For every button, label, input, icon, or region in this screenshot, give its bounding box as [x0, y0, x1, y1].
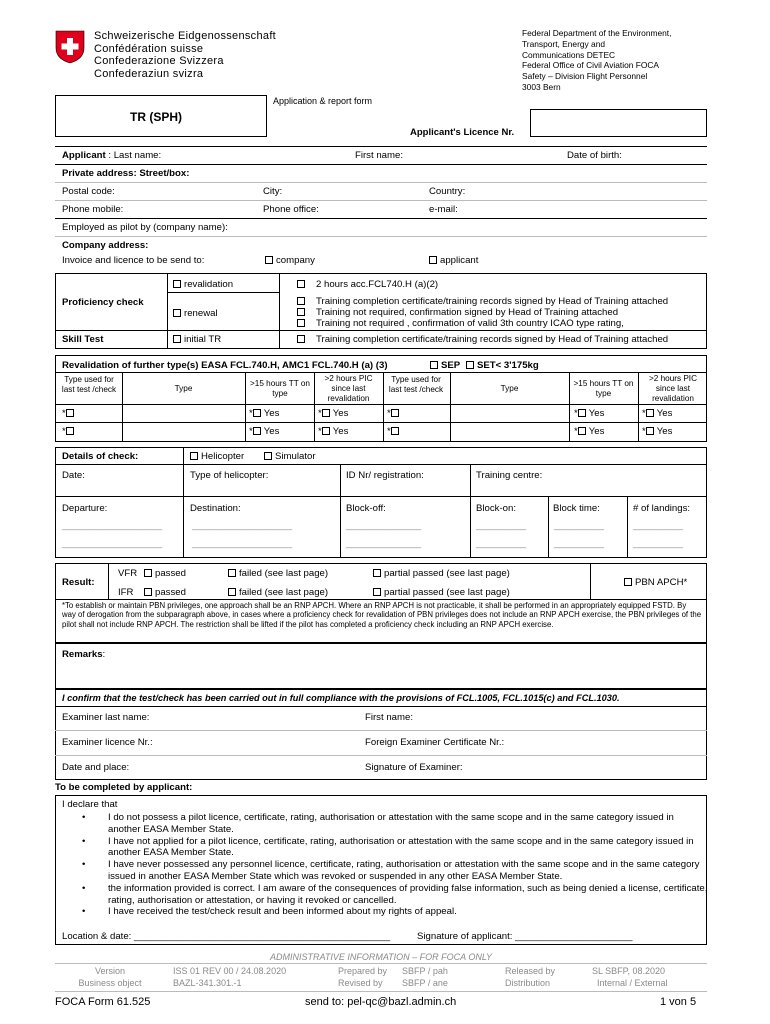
swiss-coat-of-arms — [55, 30, 85, 64]
prepared-value: SBFP / pah — [402, 966, 448, 976]
block-on-label: Block-on: — [476, 503, 516, 514]
checkbox-icon — [430, 361, 438, 369]
private-address-label: Private address: Street/box: — [62, 168, 190, 179]
licence-input[interactable] — [530, 109, 707, 137]
training-not-required-option[interactable] — [297, 307, 618, 318]
option-label: revalidation — [184, 279, 234, 290]
send-to-email[interactable]: send to: pel-qc@bazl.admin.ch — [305, 996, 457, 1008]
invoice-label: Invoice and licence to be send to: — [62, 255, 205, 266]
departure-label: Departure: — [62, 503, 108, 514]
distribution-label: Distribution — [505, 978, 551, 988]
yes-label: Yes — [588, 426, 605, 437]
row1-type-used-check[interactable] — [62, 408, 77, 419]
option-label: SET< 3'175kg — [477, 360, 539, 371]
option-label: Training completion certificate/training records signed by Head of Training attached — [316, 334, 669, 345]
icao-rating-option[interactable] — [297, 318, 624, 329]
released-label: Released by — [505, 966, 556, 976]
star-mark: * — [387, 408, 391, 419]
training-attached-option[interactable] — [297, 296, 668, 307]
checkbox-icon — [297, 308, 305, 316]
invoice-company-option[interactable] — [265, 255, 315, 266]
declaration-item: • I have not applied for a pilot licence, certificate, rating, authorisation or attestation with the same scope and in the same category issued in another EASA Member State. — [108, 836, 708, 860]
option-label: Helicopter — [201, 451, 245, 462]
first-name-label: First name: — [355, 150, 403, 161]
option-label: initial TR — [184, 334, 222, 345]
declaration-item: • I have received the test/check result and been informed about my rights of appeal. — [108, 906, 708, 918]
row1-2h-yes[interactable] — [318, 408, 348, 419]
checkbox-icon — [144, 588, 152, 596]
star-mark: * — [249, 408, 253, 419]
phone-mobile-label: Phone mobile: — [62, 204, 124, 215]
office-line: Federal Department of the Environment, — [522, 28, 672, 38]
postal-code-label: Postal code: — [62, 186, 115, 197]
revised-value: SBFP / ane — [402, 978, 448, 988]
col-type-used: Type used for last test /check — [61, 375, 117, 394]
country-label: Country: — [429, 186, 466, 197]
row1-15h-yes-2[interactable] — [574, 408, 604, 419]
destination-label: Destination: — [190, 503, 241, 514]
set-option[interactable] — [466, 360, 539, 371]
yes-label: Yes — [263, 408, 280, 419]
city-label: City: — [263, 186, 283, 197]
option-label: Training not required, confirmation signed by Head of Training attached — [316, 307, 619, 318]
option-label: Training not required , confirmation of valid 3th country ICAO type rating, — [316, 318, 624, 329]
checkbox-icon — [373, 569, 381, 577]
row1-2h-yes-2[interactable] — [642, 408, 672, 419]
checkbox-icon — [264, 452, 272, 460]
dob-label: Date of birth: — [567, 150, 622, 161]
ifr-passed-option[interactable] — [144, 587, 186, 598]
confirm-statement: I confirm that the test/check has been carried out in full compliance with the provisions of FCL.1005, FCL.1015(c) and FCL.1030. — [62, 693, 620, 703]
checkbox-icon — [297, 280, 305, 288]
last-name-label — [62, 150, 161, 161]
admin-heading: ADMINISTRATIVE INFORMATION – FOR FOCA ONLY — [269, 952, 493, 962]
checkbox-icon — [66, 409, 74, 417]
remarks-text: Remarks — [62, 649, 103, 660]
declaration-list — [108, 812, 708, 918]
option-label: partial passed (see last page) — [384, 587, 510, 598]
block-time-label: Block time: — [553, 503, 600, 514]
version-value: ISS 01 REV 00 / 24.08.2020 — [173, 966, 287, 976]
form-title: TR (SPH) — [130, 110, 182, 124]
last-name-text: : Last name: — [108, 150, 162, 161]
applicant-label: Applicant — [62, 150, 106, 161]
remarks-colon: : — [102, 649, 106, 660]
row2-type-used-check[interactable] — [62, 426, 77, 437]
pbn-note: *To establish or maintain PBN privileges, one approach shall be an RNP APCH. Where an RNP APCH is not practicable, it shall be performed in an appropriately equipped FSTD. By way of derogation from the subparagraph above, in cases where a proficiency check for revalidation of PBN privileges does not include an RNP APCH exercise, the PBN privileges of the pilot shall not include RNP APCH. The restriction shall be lifted if the pilot has completed a proficiency check including an RNP APCH exercise. — [62, 601, 702, 629]
option-label: failed (see last page) — [239, 568, 329, 579]
vfr-label: VFR — [118, 568, 138, 579]
released-value: SL SBFP, 08.2020 — [592, 966, 666, 976]
office-line: Federal Office of Civil Aviation FOCA — [522, 60, 660, 71]
checkbox-icon — [646, 409, 654, 417]
date-place-label: Date and place: — [62, 762, 130, 773]
col-15-hours-2: >15 hours TT on type — [573, 379, 634, 398]
yes-label: Yes — [588, 408, 605, 419]
star-mark: * — [318, 408, 322, 419]
row2-15h-yes-2[interactable] — [574, 426, 604, 437]
checkbox-icon — [253, 427, 261, 435]
office-line: Communications DETEC — [522, 49, 616, 60]
checkbox-icon — [173, 335, 181, 343]
office-line: Transport, Energy and — [522, 38, 606, 49]
col-2-hours-pic: >2 hours PIC since last revalidation — [324, 374, 373, 403]
checkbox-icon — [297, 319, 305, 327]
details-label: Details of check: — [62, 451, 139, 462]
initial-tr-option[interactable] — [173, 334, 221, 345]
checkbox-icon — [144, 569, 152, 577]
phone-office-label: Phone office: — [263, 204, 319, 215]
col-type: Type — [174, 384, 193, 393]
checkbox-icon — [373, 588, 381, 596]
type-helicopter-label: Type of helicopter: — [190, 470, 269, 481]
lang-name: Schweizerische Eidgenossenschaft — [94, 30, 277, 42]
option-label: failed (see last page) — [239, 587, 329, 598]
version-label: Version — [94, 966, 126, 976]
destination-blank-2[interactable]: ____________________ — [192, 538, 293, 548]
option-label: company — [276, 255, 315, 266]
checkbox-icon — [578, 427, 586, 435]
row2-15h-yes[interactable] — [249, 426, 279, 437]
lang-name: Confederazione Svizzera — [94, 55, 224, 68]
lang-name: Confederaziun svizra — [94, 67, 204, 80]
examiner-first-name-label: First name: — [365, 712, 413, 723]
company-address-label: Company address: — [62, 240, 149, 251]
landings-blank-1[interactable]: __________ — [633, 520, 684, 530]
star-mark: * — [318, 426, 322, 437]
row2-type-used-check-2[interactable] — [387, 426, 402, 437]
examiner-last-name-label: Examiner last name: — [62, 712, 150, 723]
checkbox-icon — [297, 297, 305, 305]
checkbox-icon — [578, 409, 586, 417]
confederation-names — [94, 30, 276, 80]
revalidation-option[interactable] — [173, 279, 233, 290]
departure-blank-1[interactable]: ____________________ — [62, 520, 163, 530]
two-hours-option[interactable] — [297, 279, 438, 290]
checkbox-icon — [391, 409, 399, 417]
vfr-failed-option[interactable] — [228, 568, 328, 579]
proficiency-label: Proficiency check — [62, 297, 144, 308]
yes-label: Yes — [332, 408, 349, 419]
star-mark: * — [62, 408, 66, 419]
sep-option[interactable] — [430, 360, 460, 371]
form-subtitle: Application & report form — [273, 96, 373, 106]
declaration-item: • I do not possess a pilot licence, certificate, rating, authorisation or attestation with the same scope and in the same category issued in another EASA Member State. — [108, 812, 708, 836]
star-mark: * — [62, 426, 66, 437]
yes-label: Yes — [332, 426, 349, 437]
renewal-option[interactable] — [173, 308, 218, 319]
checkbox-icon — [228, 569, 236, 577]
simulator-option[interactable] — [264, 451, 316, 462]
lang-name: Confédération suisse — [94, 42, 204, 55]
declaration-item: • I have never possessed any personnel licence, certificate, rating, authorisation or attestation with the same scope and in the same category issued in another EASA Member State which was revoked or suspended in any other EASA Member State. — [108, 859, 708, 883]
option-label: SEP — [441, 360, 461, 371]
revised-label: Revised by — [338, 978, 383, 988]
checkbox-icon — [66, 427, 74, 435]
row1-type-used-check-2[interactable] — [387, 408, 402, 419]
ifr-label: IFR — [118, 587, 134, 598]
option-label: Simulator — [275, 451, 316, 462]
pbn-apch-option[interactable] — [624, 577, 687, 588]
option-label: applicant — [440, 255, 479, 266]
revalidation-title: Revalidation of further type(s) EASA FCL.740.H, AMC1 FCL.740.H (a) (3) — [62, 360, 388, 371]
form-id: FOCA Form 61.525 — [55, 996, 151, 1008]
result-label: Result: — [62, 577, 95, 588]
block-off-label: Block-off: — [346, 503, 386, 514]
skill-test-label: Skill Test — [62, 334, 104, 345]
foreign-certificate-label: Foreign Examiner Certificate Nr.: — [365, 737, 505, 748]
star-mark: * — [642, 408, 646, 419]
office-line: 3003 Bern — [522, 81, 561, 92]
checkbox-icon — [429, 256, 437, 264]
id-nr-label: ID Nr/ registration: — [346, 470, 424, 481]
invoice-applicant-option[interactable] — [429, 255, 478, 266]
col-type-2: Type — [500, 384, 519, 393]
landings-blank-2[interactable]: __________ — [633, 538, 684, 548]
email-label: e-mail: — [429, 204, 458, 215]
col-type-used-2: Type used for last test /check — [388, 375, 444, 394]
checkbox-icon — [322, 427, 330, 435]
block-on-blank-1[interactable]: __________ — [476, 520, 527, 530]
declaration-intro: I declare that — [62, 799, 118, 810]
licence-label: Applicant's Licence Nr. — [410, 127, 515, 138]
block-on-blank-2[interactable]: __________ — [476, 538, 527, 548]
option-label: Training completion certificate/training records signed by Head of Training attached — [316, 296, 669, 307]
option-label: PBN APCH* — [635, 577, 688, 588]
remarks-box[interactable] — [55, 643, 707, 689]
checkbox-icon — [265, 256, 273, 264]
skill-training-option[interactable] — [297, 334, 668, 345]
office-address — [522, 28, 671, 93]
option-label: 2 hours acc.FCL740.H (a)(2) — [316, 279, 439, 290]
ifr-failed-option[interactable] — [228, 587, 328, 598]
applicant-signature-field[interactable]: Signature of applicant: ______________________ — [417, 931, 633, 942]
col-2-hours-pic-2: >2 hours PIC since last revalidation — [648, 374, 697, 403]
star-mark: * — [574, 426, 578, 437]
checkbox-icon — [228, 588, 236, 596]
checkbox-icon — [173, 309, 181, 317]
page-number: 1 von 5 — [660, 996, 697, 1008]
departure-blank-2[interactable]: ____________________ — [62, 538, 163, 548]
row1-15h-yes[interactable] — [249, 408, 279, 419]
ifr-partial-option[interactable] — [373, 587, 510, 598]
option-label: passed — [155, 587, 186, 598]
block-off-blank-1[interactable]: _______________ — [346, 520, 422, 530]
remarks-label — [62, 649, 105, 660]
declaration-heading: To be completed by applicant: — [55, 782, 193, 793]
checkbox-icon — [466, 361, 474, 369]
star-mark: * — [387, 426, 391, 437]
option-label: passed — [155, 568, 186, 579]
landings-label: # of landings: — [633, 503, 691, 514]
training-centre-label: Training centre: — [476, 470, 543, 481]
row2-2h-yes-2[interactable] — [642, 426, 672, 437]
row2-2h-yes[interactable] — [318, 426, 348, 437]
location-date-field[interactable]: Location & date: ________________________________________________ — [62, 931, 391, 942]
yes-label: Yes — [656, 426, 673, 437]
star-mark: * — [574, 408, 578, 419]
checkbox-icon — [624, 578, 632, 586]
destination-blank-1[interactable]: ____________________ — [192, 520, 293, 530]
examiner-licence-label: Examiner licence Nr.: — [62, 737, 153, 748]
block-time-blank-1[interactable]: __________ — [554, 520, 605, 530]
distribution-value: Internal / External — [597, 978, 668, 988]
option-label: renewal — [184, 308, 218, 319]
star-mark: * — [249, 426, 253, 437]
business-value: BAZL-341.301.-1 — [173, 978, 242, 988]
col-15-hours: >15 hours TT on type — [249, 379, 310, 398]
office-line: Safety – Division Flight Personnel — [522, 71, 648, 82]
star-mark: * — [642, 426, 646, 437]
yes-label: Yes — [263, 426, 280, 437]
checkbox-icon — [253, 409, 261, 417]
checkbox-icon — [190, 452, 198, 460]
checkbox-icon — [646, 427, 654, 435]
block-off-blank-2[interactable]: _______________ — [346, 538, 422, 548]
checkbox-icon — [173, 280, 181, 288]
checkbox-icon — [297, 335, 305, 343]
checkbox-icon — [391, 427, 399, 435]
date-label: Date: — [62, 470, 85, 481]
business-label: Business object — [78, 978, 142, 988]
checkbox-icon — [322, 409, 330, 417]
vfr-passed-option[interactable] — [144, 568, 186, 579]
option-label: partial passed (see last page) — [384, 568, 510, 579]
yes-label: Yes — [656, 408, 673, 419]
declaration-item: • the information provided is correct. I am aware of the consequences of providing false information, such as being denied a license, certificate, rating, authorisation or attestation, or having it revoked or cancelled. — [108, 883, 708, 907]
examiner-signature-label: Signature of Examiner: — [365, 762, 463, 773]
helicopter-option[interactable] — [190, 451, 244, 462]
prepared-label: Prepared by — [338, 966, 388, 976]
vfr-partial-option[interactable] — [373, 568, 510, 579]
employed-label: Employed as pilot by (company name): — [62, 222, 228, 233]
block-time-blank-2[interactable]: __________ — [554, 538, 605, 548]
